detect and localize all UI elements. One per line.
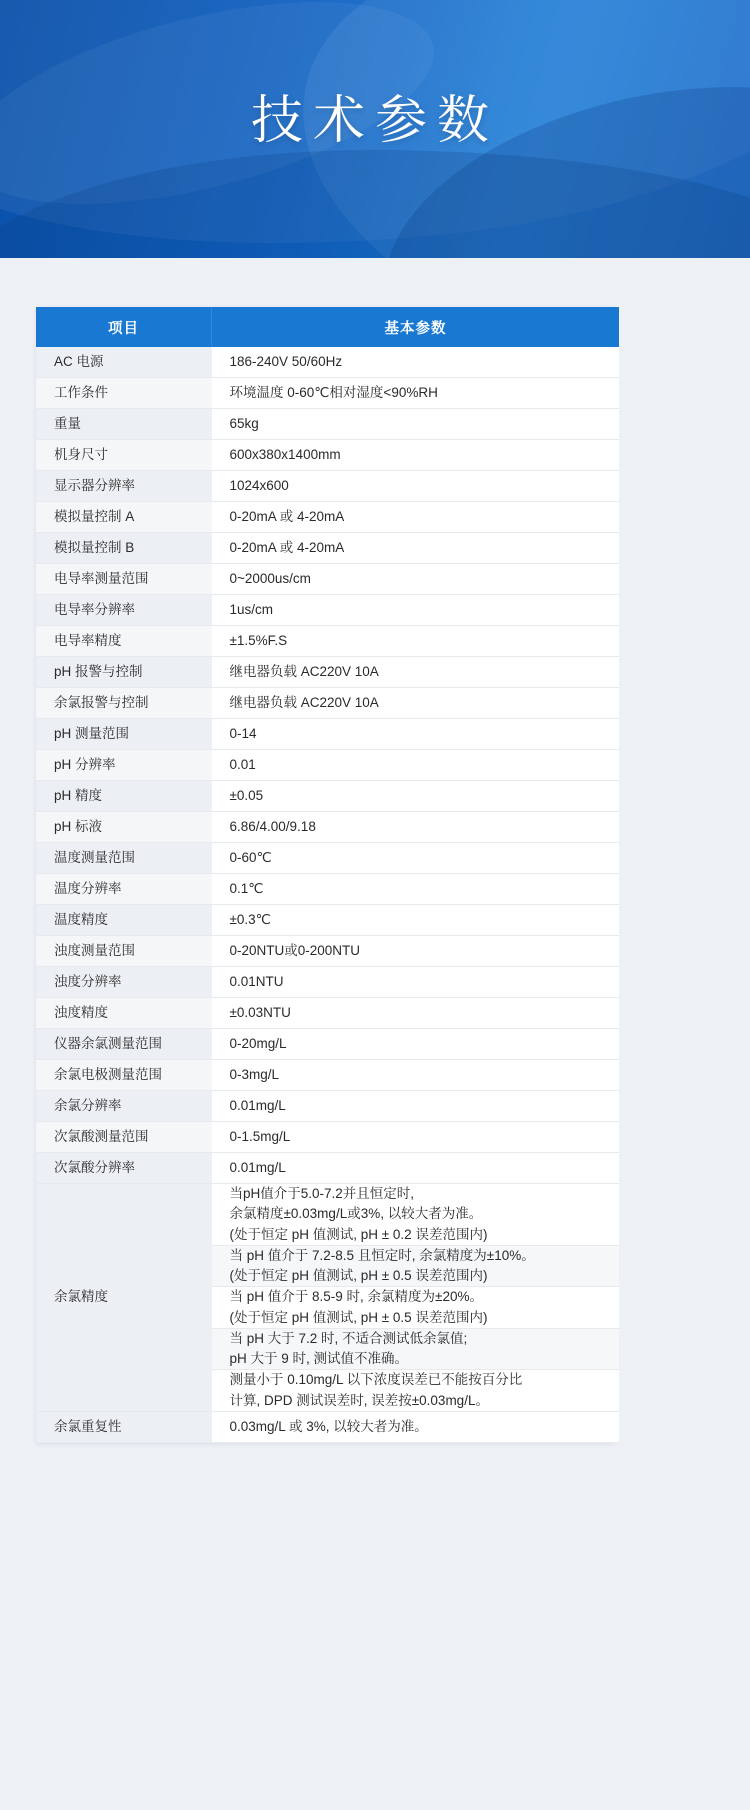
table-row [36,967,619,998]
row-label-chlorine-accuracy: 余氯精度 [36,1184,212,1412]
row-value: 0-20mA 或 4-20mA [212,502,620,533]
row-value: 0~2000us/cm [212,564,620,595]
row-value: 0-60℃ [212,843,620,874]
row-value: 继电器负载 AC220V 10A [212,688,620,719]
row-value: 0-14 [212,719,620,750]
row-value: 0.1℃ [212,874,620,905]
table-row [36,533,619,564]
page-title: 技术参数 [250,91,499,150]
row-value: ±0.03NTU [212,998,620,1029]
accuracy-line: 当pH值介于5.0-7.2并且恒定时, [229,1186,415,1201]
row-value: 1024x600 [212,471,620,502]
table-row [36,1153,619,1184]
accuracy-line: 当 pH 值介于 7.2-8.5 且恒定时, 余氯精度为±10%。 [229,1247,535,1263]
row-label: 机身尺寸 [36,440,212,471]
row-value: 环境温度 0-60℃相对湿度<90%RH [212,378,620,409]
accuracy-block [212,1328,620,1370]
table-row [36,688,619,719]
accuracy-block [212,1370,620,1412]
accuracy-line: (处于恒定 pH 值测试, pH ± 0.2 误差范围内) [229,1226,488,1242]
table-row [36,626,619,657]
row-label: 电导率测量范围 [36,564,212,595]
row-label: pH 报警与控制 [36,657,212,688]
row-value: 0.01mg/L [212,1091,620,1122]
accuracy-line: (处于恒定 pH 值测试, pH ± 0.5 误差范围内) [229,1309,488,1325]
header-parameter: 基本参数 [212,307,620,347]
row-label: 电导率分辨率 [36,595,212,626]
row-label: 显示器分辨率 [36,471,212,502]
header-banner [0,0,750,258]
table-row [36,750,619,781]
table-row [36,595,619,626]
row-value: 1us/cm [212,595,620,626]
table-row [36,409,619,440]
row-label: 温度分辨率 [36,874,212,905]
accuracy-line: 余氯精度±0.03mg/L或3%, 以较大者为准。 [229,1206,483,1222]
row-value: 600x380x1400mm [212,440,620,471]
spec-table-head [36,307,619,347]
table-row [36,905,619,936]
row-label: 仪器余氯测量范围 [36,1029,212,1060]
row-label: 温度测量范围 [36,843,212,874]
row-label: pH 标液 [36,812,212,843]
row-value: 0.01mg/L [212,1153,620,1184]
accuracy-block [212,1184,620,1246]
row-label: 工作条件 [36,378,212,409]
table-row [36,719,619,750]
accuracy-line: (处于恒定 pH 值测试, pH ± 0.5 误差范围内) [229,1268,488,1283]
row-label: pH 测量范围 [36,719,212,750]
row-label: 浊度测量范围 [36,936,212,967]
row-label: pH 分辨率 [36,750,212,781]
row-value: 0-20mA 或 4-20mA [212,533,620,564]
row-value: 0.03mg/L 或 3%, 以较大者为准。 [212,1411,620,1442]
table-row [36,874,619,905]
row-value: 6.86/4.00/9.18 [212,812,620,843]
row-label: AC 电源 [36,347,212,378]
row-value: 0.01NTU [212,967,620,998]
table-row [36,378,619,409]
table-row [36,1091,619,1122]
accuracy-line: pH 大于 9 时, 测试值不准确。 [229,1351,409,1366]
row-value: ±1.5%F.S [212,626,620,657]
accuracy-line: 当 pH 大于 7.2 时, 不适合测试低余氯值; [229,1330,468,1346]
table-row [36,1122,619,1153]
table-row [36,1060,619,1091]
row-label: 余氯报警与控制 [36,688,212,719]
row-value: 0-20NTU或0-200NTU [212,936,620,967]
table-row [36,1029,619,1060]
table-row [36,657,619,688]
row-value: ±0.05 [212,781,620,812]
row-label: 余氯电极测量范围 [36,1060,212,1091]
row-label: 余氯分辨率 [36,1091,212,1122]
table-row [36,347,619,378]
row-value: 0-20mg/L [212,1029,620,1060]
row-label: 温度精度 [36,905,212,936]
row-label: 模拟量控制 A [36,502,212,533]
row-label: 次氯酸测量范围 [36,1122,212,1153]
table-row [36,936,619,967]
table-row [36,440,619,471]
row-label: 电导率精度 [36,626,212,657]
spec-table [36,307,619,1443]
table-row [36,471,619,502]
spec-table-body [36,347,619,1442]
table-header-row [36,307,619,347]
row-label: 次氯酸分辨率 [36,1153,212,1184]
spec-table-container [36,307,614,1443]
row-value: 0-1.5mg/L [212,1122,620,1153]
row-label: pH 精度 [36,781,212,812]
accuracy-line: 当 pH 值介于 8.5-9 时, 余氯精度为±20%。 [229,1289,483,1305]
row-value: 继电器负载 AC220V 10A [212,657,620,688]
row-value: ±0.3℃ [212,905,620,936]
table-row [36,564,619,595]
table-row [36,781,619,812]
row-label: 浊度精度 [36,998,212,1029]
table-row [36,998,619,1029]
table-row [36,1411,619,1442]
row-value: 186-240V 50/60Hz [212,347,620,378]
accuracy-block [212,1245,620,1287]
row-label: 模拟量控制 B [36,533,212,564]
accuracy-block [212,1287,620,1329]
table-row [36,502,619,533]
accuracy-line: 计算, DPD 测试误差时, 误差按±0.03mg/L。 [229,1392,489,1408]
row-value: 0.01 [212,750,620,781]
table-row [36,812,619,843]
row-value: 0-3mg/L [212,1060,620,1091]
table-row-chlorine-accuracy [36,1184,619,1246]
table-row [36,843,619,874]
header-item: 项目 [36,307,212,347]
accuracy-line: 测量小于 0.10mg/L 以下浓度误差已不能按百分比 [229,1372,523,1388]
row-value: 65kg [212,409,620,440]
row-label: 重量 [36,409,212,440]
row-label: 浊度分辨率 [36,967,212,998]
row-label: 余氯重复性 [36,1411,212,1442]
